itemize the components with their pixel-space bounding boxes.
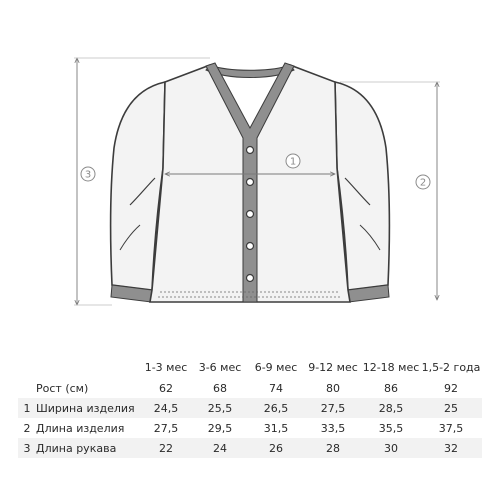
size-column-header: 9-12 мес [308, 360, 358, 374]
button [247, 275, 254, 282]
size-table [18, 356, 482, 458]
button [247, 211, 254, 218]
row-label: Рост (см) [36, 381, 89, 395]
table-cell: 26 [248, 438, 304, 458]
table-cell: 27,5 [153, 421, 179, 435]
table-cell: 26,5 [248, 398, 304, 418]
table-cell: 28,5 [362, 398, 420, 418]
table-cell: 31,5 [263, 421, 289, 435]
table-row-height [18, 378, 482, 398]
svg-text:2: 2 [419, 177, 427, 189]
table-cell: 68 [213, 381, 227, 395]
button [247, 243, 254, 250]
marker-badge-3 [81, 167, 95, 181]
table-cell: 62 [159, 381, 173, 395]
table-cell: 22 [140, 438, 192, 458]
table-cell: 30 [362, 438, 420, 458]
table-row-body-length [18, 418, 482, 438]
table-cell: 92 [444, 381, 458, 395]
table-cell: 80 [326, 381, 340, 395]
table-cell: 74 [269, 381, 283, 395]
table-row-sleeve-length [18, 438, 482, 458]
svg-text:3: 3 [84, 169, 92, 181]
table-cell: 25,5 [192, 398, 248, 418]
table-cell: 24 [192, 438, 248, 458]
size-column-header: 1,5-2 года [421, 360, 481, 374]
svg-text:1: 1 [289, 156, 297, 168]
table-cell: 25 [420, 398, 482, 418]
table-cell: 37,5 [438, 421, 464, 435]
marker-badge-2 [416, 175, 430, 189]
marker-badge-1 [286, 154, 300, 168]
size-column-header: 3-6 мес [198, 360, 242, 374]
table-cell: 33,5 [320, 421, 346, 435]
row-label: 3 Длина рукава [18, 438, 140, 458]
size-column-header: 1-3 мес [144, 360, 188, 374]
button [247, 147, 254, 154]
header-empty [18, 356, 140, 378]
row-label: 1 Ширина изделия [18, 398, 140, 418]
table-cell: 86 [384, 381, 398, 395]
size-header-row [18, 356, 482, 378]
size-column-header: 6-9 мес [254, 360, 298, 374]
table-cell: 29,5 [207, 421, 233, 435]
button [247, 179, 254, 186]
table-row-width [18, 398, 482, 418]
table-cell: 24,5 [140, 398, 192, 418]
table-cell: 32 [420, 438, 482, 458]
table-cell: 35,5 [378, 421, 404, 435]
size-column-header: 12-18 мес [362, 360, 420, 374]
row-label: 2 Длина изделия [23, 421, 125, 435]
table-cell: 27,5 [304, 398, 362, 418]
table-cell: 28 [304, 438, 362, 458]
